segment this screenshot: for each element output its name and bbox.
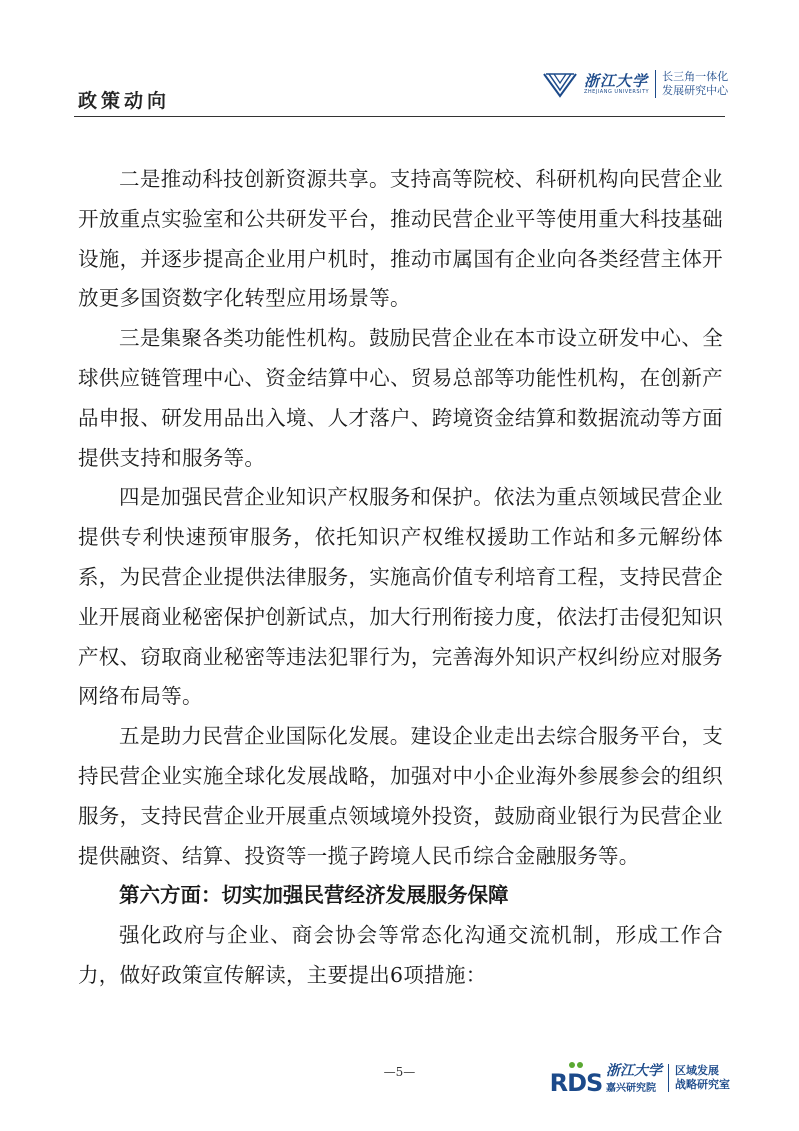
center-name-line2: 发展研究中心 [662,84,729,97]
university-name: 浙江大学 [584,72,649,90]
page-section-title: 政策动向 [78,90,171,112]
zju-emblem-icon [542,70,578,98]
paragraph: 五是助力民营企业国际化发展。建设企业走出去综合服务平台，支持民营企业实施全球化发展战略，加强对中小企业海外参展参会的组织服务，支持民营企业开展重点领域境外投资，鼓励商业银行为民营企业提供融资、结算、投资等一揽子跨境人民币综合金融服务等。 [78,724,723,868]
paragraph: 四是加强民营企业知识产权服务和保护。依法为重点领域民营企业提供专利快速预审服务，依托知识产权维权援助工作站和多元解纷体系，为民营企业提供法律服务，实施高价值专利培育工程，支持民营企业开展商业秘密保护创新试点，加大行刑衔接力度，依法打击侵犯知识产权、窃取商业秘密等违法犯罪行为，完善海外知识产权纠纷应对服务网络布局等。 [78,485,723,709]
logo-divider [655,70,656,98]
center-name-line1: 长三角一体化 [662,70,729,83]
zju-center-logo [542,64,732,104]
paragraph: 三是集聚各类功能性机构。鼓励民营企业在本市设立研发中心、全球供应链管理中心、资金结算中心、贸易总部等功能性机构，在创新产品申报、研发用品出入境、人才落户、跨境资金结算和数据流动等方面提供支持和服务等。 [78,326,723,470]
footer-center-line1: 区域发展 [675,1064,719,1077]
footer-center-line2: 战略研究室 [675,1078,730,1091]
footer-institute-name: 嘉兴研究院 [606,1082,656,1094]
center-name [662,70,728,98]
rds-logo [549,1060,730,1097]
header-rule [74,116,725,117]
footer-center-name [675,1064,730,1092]
section-heading: 第六方面：切实加强民营经济发展服务保障 [119,883,509,908]
rds-mark [549,1060,603,1097]
page-number: —5— [383,1065,416,1079]
footer-university-name: 浙江大学 [606,1062,662,1079]
paragraph: 二是推动科技创新资源共享。支持高等院校、科研机构向民营企业开放重点实验室和公共研发平台，推动民营企业平等使用重大科技基础设施，并逐步提高企业用户机时，推动市属国有企业向各类经营主体开放更多国资数字化转型应用场景等。 [78,167,723,311]
document-body [78,160,723,996]
university-name-en: ZHEJIANG UNIVERSITY [584,89,650,95]
rds-text: RDS [549,1069,603,1097]
paragraph: 强化政府与企业、商会协会等常态化沟通交流机制，形成工作合力，做好政策宣传解读，主要提出6项措施： [78,923,723,987]
footer-logo-divider [668,1064,669,1092]
